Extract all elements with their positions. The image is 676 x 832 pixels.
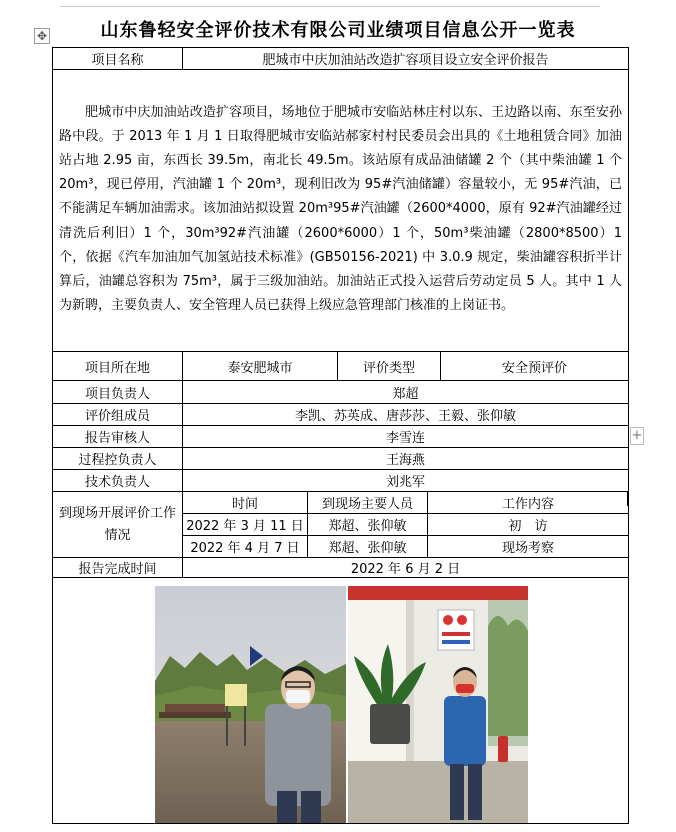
table-row — [53, 470, 629, 492]
visit-people: 郑超、张仰敏 — [308, 536, 428, 558]
reviewer-label: 报告审核人 — [53, 426, 183, 448]
table-row — [53, 404, 629, 426]
page-title: 山东鲁轻安全评价技术有限公司业绩项目信息公开一览表 — [100, 20, 576, 41]
eval-type-label: 评价类型 — [338, 352, 441, 381]
table-row — [53, 578, 629, 824]
site-photo-2 — [348, 586, 528, 823]
visit-content: 初 访 — [428, 514, 629, 536]
eval-type-value: 安全预评价 — [441, 352, 629, 381]
visit-people: 郑超、张仰敏 — [308, 514, 428, 536]
project-info-table — [52, 47, 629, 824]
visit-date: 2022 年 3 月 11 日 — [183, 514, 308, 536]
reviewer-value: 李雪连 — [183, 426, 629, 448]
members-label: 评价组成员 — [53, 404, 183, 426]
table-row — [53, 558, 629, 578]
visits-header-date: 时间 — [183, 492, 308, 514]
add-column-plus-icon[interactable]: + — [631, 428, 643, 443]
table-row — [53, 448, 629, 470]
visits-header-content: 工作内容 — [428, 492, 629, 514]
table-row — [53, 70, 629, 352]
table-row — [53, 492, 629, 514]
site-visits-label: 到现场开展评价工作情况 — [53, 492, 183, 558]
completion-label: 报告完成时间 — [53, 558, 183, 578]
location-value: 泰安肥城市 — [183, 352, 338, 381]
visits-header-people: 到现场主要人员 — [308, 492, 428, 514]
site-photo-1 — [155, 586, 346, 823]
tech-lead-value: 刘兆军 — [183, 470, 629, 492]
leader-label: 项目负责人 — [53, 381, 183, 404]
project-name-value: 肥城市中庆加油站改造扩容项目设立安全评价报告 — [183, 48, 629, 70]
members-value: 李凯、苏英成、唐莎莎、王毅、张仰敏 — [183, 404, 629, 426]
project-description: 肥城市中庆加油站改造扩容项目，场地位于肥城市安临站林庄村以东、王边路以南、东至安孙路中段。于 2013 年 1 月 1 日取得肥城市安临站郝家村村民委员会出具的《土地租赁合同》加油站占地 2.95 亩，东西长 39.5m，南北长 49.5m。该站原有成品油储罐 2 个（其中柴油罐 1 个 20m³，现已停用，汽油罐 1 个 20m³，现利旧改为 95#汽油储罐）容量较小，无 95#汽油，已不能满足车辆加油需求。该加油站拟设置 20m³95#汽油罐（2600*4000，原有 92#汽油罐经过清洗后利旧）1 个，30m³92#汽油罐（2600*6000）1 个，50m³柴油罐（2800*8500）1 个，依据《汽车加油加气加氢站技术标准》(GB50156-2021) 中 3.0.9 规定，柴油罐容积折半计算后，油罐总容积为 75m³，属于三级加油站。加油站正式投入运营后劳动定员 5 人。其中 1 人为新聘，主要负责人、安全管理人员已获得上级应急管理部门核准的上岗证书。 — [53, 70, 629, 352]
text-cursor-caret — [627, 492, 629, 506]
table-row — [53, 426, 629, 448]
table-row — [53, 381, 629, 404]
table-row — [53, 352, 629, 381]
page-top-rule — [60, 6, 600, 7]
tech-lead-label: 技术负责人 — [53, 470, 183, 492]
leader-value: 郑超 — [183, 381, 629, 404]
location-label: 项目所在地 — [53, 352, 183, 381]
visit-date: 2022 年 4 月 7 日 — [183, 536, 308, 558]
table-move-handle-icon[interactable]: ✥ — [34, 28, 50, 44]
completion-value: 2022 年 6 月 2 日 — [183, 558, 629, 578]
process-control-label: 过程控负责人 — [53, 448, 183, 470]
site-photos-cell — [53, 578, 629, 824]
process-control-value: 王海燕 — [183, 448, 629, 470]
visit-content: 现场考察 — [428, 536, 629, 558]
project-name-label: 项目名称 — [53, 48, 183, 70]
table-row — [53, 48, 629, 70]
